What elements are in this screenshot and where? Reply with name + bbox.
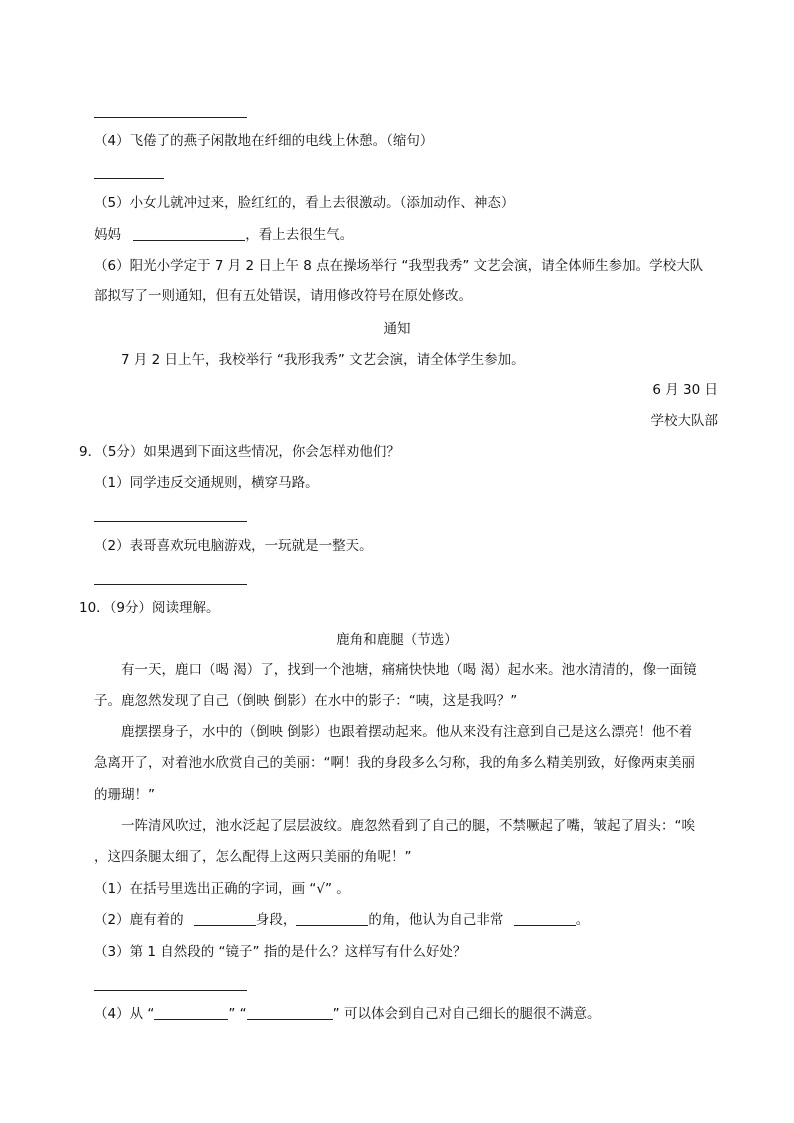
notice-date: 6 月 30 日	[652, 382, 718, 398]
q10-heading: 10．（9分）阅读理解。	[79, 600, 220, 616]
answer-blank[interactable]	[247, 1018, 333, 1020]
passage-p2-line1: 鹿摆摆身子，水中的（倒映 倒影）也跟着摆动起来。他从来没有注意到自己是这么漂亮！他不着	[121, 724, 693, 740]
q10-sub4-part-c: ” 可以体会到自己对自己细长的腿很不满意。	[332, 1006, 601, 1022]
q10-sub4	[94, 1008, 600, 1022]
answer-line[interactable]	[94, 521, 247, 522]
q10-sub2-part-b: 身段，	[255, 912, 297, 928]
answer-line[interactable]	[94, 990, 247, 991]
q8-sub6-line1: （6）阳光小学定于 7 月 2 日上午 8 点在操场举行 “我型我秀” 文艺会演，请全体师生参加。学校大队	[94, 258, 704, 274]
q10-sub4-part-a: （4）从 “	[94, 1006, 155, 1022]
q10-sub1: （1）在括号里选出正确的字词，画 “√” 。	[94, 881, 350, 897]
answer-line[interactable]	[94, 117, 247, 118]
notice-signature: 学校大队部	[650, 413, 718, 429]
answer-blank[interactable]	[296, 924, 368, 926]
passage-p1-line1: 有一天，鹿口（喝 渴）了，找到一个池塘，痛痛快快地（喝 渴）起水来。池水清清的，像一面镜	[121, 662, 697, 678]
answer-blank[interactable]	[133, 239, 245, 241]
q8-sub5-prompt: （5）小女儿就冲过来，脸红红的，看上去很激动。（添加动作、神态）	[94, 195, 515, 211]
passage-p2-line3: 的珊瑚！”	[94, 787, 155, 803]
answer-blank[interactable]	[194, 924, 256, 926]
q8-sub5-suffix: ，看上去很生气。	[245, 227, 354, 243]
answer-line[interactable]	[94, 584, 247, 585]
passage-p3-line2: ，这四条腿太细了，怎么配得上这两只美丽的角呢！”	[94, 849, 412, 865]
q10-sub2-part-c: 的角，他认为自己非常	[368, 912, 504, 928]
answer-line[interactable]	[94, 178, 164, 179]
q9-sub2: （2）表哥喜欢玩电脑游戏，一玩就是一整天。	[94, 538, 373, 554]
q9-sub1: （1）同学违反交通规则，横穿马路。	[94, 475, 319, 491]
q8-sub4-prompt: （4）飞倦了的燕子闲散地在纤细的电线上休憩。（缩句）	[94, 133, 434, 149]
q8-sub6-line2: 部拟写了一则通知，但有五处错误，请用修改符号在原处修改。	[94, 288, 472, 304]
passage-p3-line1: 一阵清风吹过，池水泛起了层层波纹。鹿忽然看到了自己的腿，不禁噘起了嘴，皱起了眉头：“唉	[121, 818, 695, 834]
q10-sub3: （3）第 1 自然段的 “镜子” 指的是什么？这样写有什么好处？	[94, 944, 467, 960]
answer-blank[interactable]	[154, 1018, 228, 1020]
passage-p2-line2: 急离开了，对着池水欣赏自己的美丽：“啊！我的身段多么匀称，我的角多么精美别致，好像两束美丽	[94, 755, 695, 771]
notice-body: 7 月 2 日上午，我校举行 “我形我秀” 文艺会演，请全体学生参加。	[121, 352, 525, 368]
q10-sub2-part-d: 。	[575, 912, 590, 928]
q10-sub4-part-b: ” “	[228, 1006, 247, 1022]
q8-sub5-fill-sentence	[94, 229, 353, 243]
notice-title: 通知	[383, 321, 411, 337]
q8-sub5-prefix: 妈妈	[94, 227, 121, 243]
passage-p1-line2: 子。鹿忽然发现了自己（倒映 倒影）在水中的影子：“咦，这是我吗？”	[94, 693, 518, 709]
q9-heading: 9．（5分）如果遇到下面这些情况，你会怎样劝他们？	[79, 444, 400, 460]
answer-blank[interactable]	[514, 924, 576, 926]
q10-sub2	[94, 914, 589, 928]
q10-sub2-part-a: （2）鹿有着的	[94, 912, 184, 928]
passage-title: 鹿角和鹿腿（节选）	[336, 632, 458, 648]
